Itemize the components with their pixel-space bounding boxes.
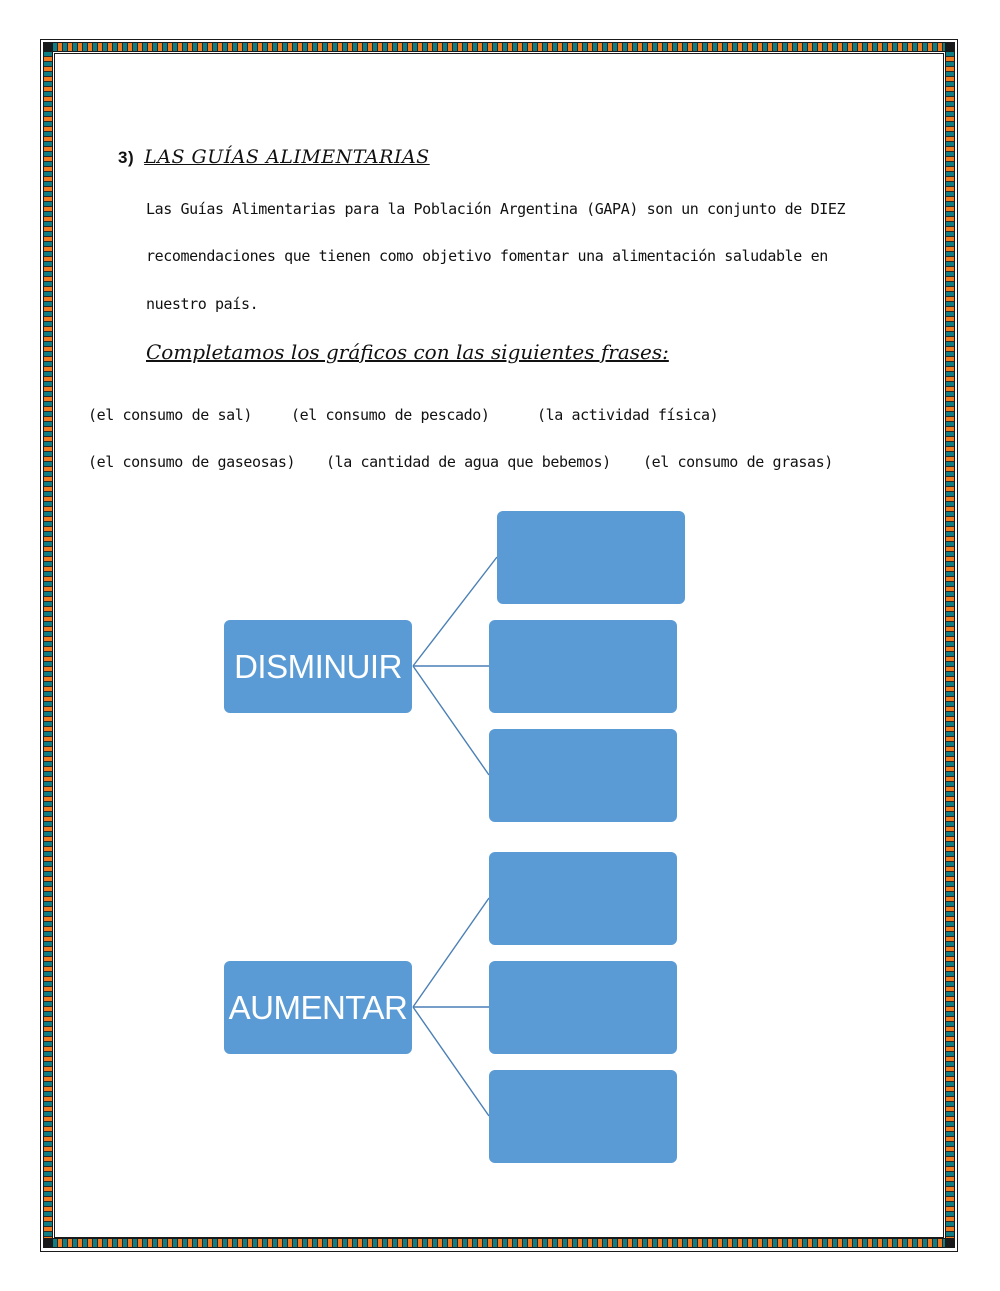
border-corner-bottom-right [945, 1238, 955, 1248]
section-heading [118, 146, 430, 168]
phrase-consumo-pescado: (el consumo de pescado) [291, 406, 490, 424]
border-band-right [945, 42, 955, 1248]
border-band-top [43, 42, 955, 52]
phrase-consumo-gaseosas: (el consumo de gaseosas) [88, 453, 296, 471]
aumentar-answer-box-3[interactable] [489, 1070, 677, 1163]
border-band-left [43, 42, 53, 1248]
instruction-heading: Completamos los gráficos con las siguientes frases: [146, 340, 669, 364]
paragraph-line-2: recomendaciones que tienen como objetivo fomentar una alimentación saludable en [146, 247, 828, 265]
disminuir-answer-box-3[interactable] [489, 729, 677, 822]
phrase-consumo-grasas: (el consumo de grasas) [643, 453, 833, 471]
phrase-cantidad-agua: (la cantidad de agua que bebemos) [326, 453, 611, 471]
phrase-consumo-sal: (el consumo de sal) [88, 406, 252, 424]
paragraph-line-1: Las Guías Alimentarias para la Población Argentina (GAPA) son un conjunto de DIEZ [146, 200, 846, 218]
disminuir-answer-box-2[interactable] [489, 620, 677, 713]
disminuir-box [224, 620, 412, 713]
disminuir-answer-box-1[interactable] [497, 511, 685, 604]
border-band-bottom [43, 1238, 955, 1248]
aumentar-answer-box-1[interactable] [489, 852, 677, 945]
aumentar-answer-box-2[interactable] [489, 961, 677, 1054]
border-corner-top-right [945, 42, 955, 52]
section-title: LAS GUÍAS ALIMENTARIAS [144, 146, 430, 168]
paragraph-line-3: nuestro país. [146, 295, 259, 313]
border-corner-top-left [43, 42, 53, 52]
phrase-actividad-fisica: (la actividad física) [537, 406, 719, 424]
disminuir-label: DISMINUIR [234, 647, 402, 685]
section-number: 3) [118, 148, 135, 167]
aumentar-box [224, 961, 412, 1054]
aumentar-label: AUMENTAR [228, 988, 408, 1026]
border-corner-bottom-left [43, 1238, 53, 1248]
